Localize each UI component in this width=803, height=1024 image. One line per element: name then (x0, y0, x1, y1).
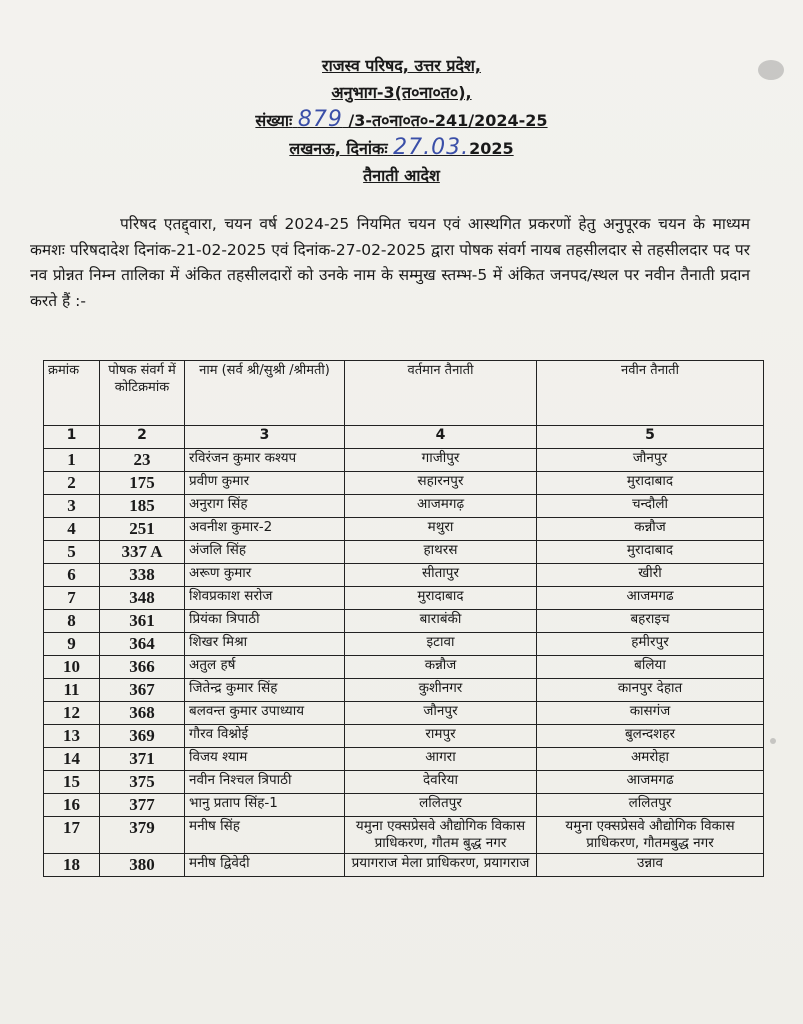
current-posting-cell: बाराबंकी (345, 610, 537, 633)
code-cell: 380 (100, 854, 185, 877)
index-cell: 1 (44, 426, 100, 449)
current-posting-cell: सीतापुर (345, 564, 537, 587)
new-posting-cell: मुरादाबाद (537, 541, 764, 564)
new-posting-cell: कानपुर देहात (537, 679, 764, 702)
name-cell: शिवप्रकाश सरोज (185, 587, 345, 610)
serial-cell: 12 (44, 702, 100, 725)
table-index-row (44, 426, 764, 449)
code-cell: 337 A (100, 541, 185, 564)
paper-smudge (770, 738, 776, 744)
serial-cell: 17 (44, 817, 100, 854)
serial-cell: 2 (44, 472, 100, 495)
serial-cell: 13 (44, 725, 100, 748)
serial-cell: 11 (44, 679, 100, 702)
order-title: तैनाती आदेश (363, 166, 440, 185)
index-cell: 3 (185, 426, 345, 449)
table-row (44, 564, 764, 587)
index-cell: 5 (537, 426, 764, 449)
current-posting-cell: रामपुर (345, 725, 537, 748)
office-name: राजस्व परिषद, उत्तर प्रदेश, (322, 56, 481, 75)
name-cell: नवीन निश्चल त्रिपाठी (185, 771, 345, 794)
place-date (0, 134, 803, 162)
handwritten-number: 879 (297, 107, 343, 132)
table-row (44, 679, 764, 702)
table-row (44, 817, 764, 854)
reference-suffix: /3-त०ना०त०-241/2024-25 (348, 111, 548, 130)
new-posting-cell: बहराइच (537, 610, 764, 633)
code-cell: 367 (100, 679, 185, 702)
table-row (44, 449, 764, 472)
new-posting-cell: यमुना एक्सप्रेसवे औद्योगिक विकास प्राधिकरण, गौतमबुद्ध नगर (537, 817, 764, 854)
serial-cell: 9 (44, 633, 100, 656)
serial-cell: 8 (44, 610, 100, 633)
name-cell: प्रवीण कुमार (185, 472, 345, 495)
serial-cell: 14 (44, 748, 100, 771)
code-cell: 338 (100, 564, 185, 587)
order-paragraph (30, 212, 750, 314)
table-row (44, 794, 764, 817)
table-row (44, 748, 764, 771)
name-cell: बलवन्त कुमार उपाध्याय (185, 702, 345, 725)
serial-cell: 4 (44, 518, 100, 541)
current-posting-cell: देवरिया (345, 771, 537, 794)
code-cell: 371 (100, 748, 185, 771)
name-cell: मनीष द्विवेदी (185, 854, 345, 877)
table-row (44, 725, 764, 748)
name-cell: शिखर मिश्रा (185, 633, 345, 656)
new-posting-cell: अमरोहा (537, 748, 764, 771)
new-posting-cell: खीरी (537, 564, 764, 587)
table-row (44, 587, 764, 610)
header-current: वर्तमान तैनाती (345, 361, 537, 426)
current-posting-cell: सहारनपुर (345, 472, 537, 495)
order-paragraph-text: परिषद एतद्द्वारा, चयन वर्ष 2024-25 नियमित चयन एवं आस्थगित प्रकरणों हेतु अनुपूरक चयन के माध्यम कमशः परिषदादेश दिनांक-21-02-2025 एवं दिनांक-27-02-2025 द्वारा पोषक संवर्ग नायब तहसीलदार से तहसीलदार पद पर नव प्रोन्नत निम्न तालिका में अंकित तहसीलदारों को उनके नाम के सम्मुख स्तम्भ-5 में अंकित जनपद/स्थल पर नवीन तैनाती प्रदान करते हैं :- (30, 215, 750, 310)
table-row (44, 518, 764, 541)
serial-cell: 1 (44, 449, 100, 472)
header-code: पोषक संवर्ग में कोटिक्रमांक (100, 361, 185, 426)
new-posting-cell: जौनपुर (537, 449, 764, 472)
name-cell: जितेन्द्र कुमार सिंह (185, 679, 345, 702)
current-posting-cell: प्रयागराज मेला प्राधिकरण, प्रयागराज (345, 854, 537, 877)
new-posting-cell: कासगंज (537, 702, 764, 725)
code-cell: 348 (100, 587, 185, 610)
date-prefix: लखनऊ, दिनांकः (289, 139, 388, 158)
code-cell: 375 (100, 771, 185, 794)
reference-prefix: संख्याः (255, 111, 293, 130)
code-cell: 368 (100, 702, 185, 725)
serial-cell: 7 (44, 587, 100, 610)
name-cell: प्रियंका त्रिपाठी (185, 610, 345, 633)
name-cell: अनुराग सिंह (185, 495, 345, 518)
current-posting-cell: ललितपुर (345, 794, 537, 817)
index-cell: 4 (345, 426, 537, 449)
handwritten-date: 27.03. (393, 135, 470, 160)
name-cell: विजय श्याम (185, 748, 345, 771)
serial-cell: 16 (44, 794, 100, 817)
name-cell: अंजलि सिंह (185, 541, 345, 564)
current-posting-cell: मुरादाबाद (345, 587, 537, 610)
document-header (0, 52, 803, 189)
code-cell: 377 (100, 794, 185, 817)
serial-cell: 6 (44, 564, 100, 587)
table-row (44, 854, 764, 877)
current-posting-cell: हाथरस (345, 541, 537, 564)
current-posting-cell: गाजीपुर (345, 449, 537, 472)
header-new: नवीन तैनाती (537, 361, 764, 426)
code-cell: 364 (100, 633, 185, 656)
current-posting-cell: यमुना एक्सप्रेसवे औद्योगिक विकास प्राधिकरण, गौतम बुद्ध नगर (345, 817, 537, 854)
current-posting-cell: इटावा (345, 633, 537, 656)
current-posting-cell: मथुरा (345, 518, 537, 541)
new-posting-cell: आजमगढ (537, 587, 764, 610)
table-row (44, 495, 764, 518)
new-posting-cell: कन्नौज (537, 518, 764, 541)
serial-cell: 3 (44, 495, 100, 518)
date-year: 2025 (469, 139, 514, 158)
code-cell: 23 (100, 449, 185, 472)
reference-number (0, 106, 803, 134)
current-posting-cell: जौनपुर (345, 702, 537, 725)
name-cell: गौरव विश्नोई (185, 725, 345, 748)
table-row (44, 541, 764, 564)
new-posting-cell: आजमगढ (537, 771, 764, 794)
code-cell: 379 (100, 817, 185, 854)
table-row (44, 702, 764, 725)
serial-cell: 5 (44, 541, 100, 564)
name-cell: अवनीश कुमार-2 (185, 518, 345, 541)
table-row (44, 771, 764, 794)
name-cell: अतुल हर्ष (185, 656, 345, 679)
table-row (44, 656, 764, 679)
new-posting-cell: चन्दौली (537, 495, 764, 518)
table-row (44, 610, 764, 633)
header-name: नाम (सर्व श्री/सुश्री /श्रीमती) (185, 361, 345, 426)
current-posting-cell: आजमगढ़ (345, 495, 537, 518)
code-cell: 366 (100, 656, 185, 679)
current-posting-cell: कन्नौज (345, 656, 537, 679)
new-posting-cell: बुलन्दशहर (537, 725, 764, 748)
new-posting-cell: बलिया (537, 656, 764, 679)
code-cell: 369 (100, 725, 185, 748)
name-cell: अरूण कुमार (185, 564, 345, 587)
table-row (44, 633, 764, 656)
new-posting-cell: हमीरपुर (537, 633, 764, 656)
code-cell: 175 (100, 472, 185, 495)
name-cell: भानु प्रताप सिंह-1 (185, 794, 345, 817)
serial-cell: 10 (44, 656, 100, 679)
code-cell: 185 (100, 495, 185, 518)
current-posting-cell: आगरा (345, 748, 537, 771)
section-name: अनुभाग-3(त०ना०त०), (331, 83, 472, 102)
new-posting-cell: मुरादाबाद (537, 472, 764, 495)
serial-cell: 15 (44, 771, 100, 794)
new-posting-cell: उन्नाव (537, 854, 764, 877)
current-posting-cell: कुशीनगर (345, 679, 537, 702)
posting-table (43, 360, 764, 877)
header-serial: क्रमांक (44, 361, 100, 426)
code-cell: 251 (100, 518, 185, 541)
index-cell: 2 (100, 426, 185, 449)
name-cell: मनीष सिंह (185, 817, 345, 854)
table-row (44, 472, 764, 495)
code-cell: 361 (100, 610, 185, 633)
name-cell: रविरंजन कुमार कश्यप (185, 449, 345, 472)
table-header-row (44, 361, 764, 426)
serial-cell: 18 (44, 854, 100, 877)
new-posting-cell: ललितपुर (537, 794, 764, 817)
